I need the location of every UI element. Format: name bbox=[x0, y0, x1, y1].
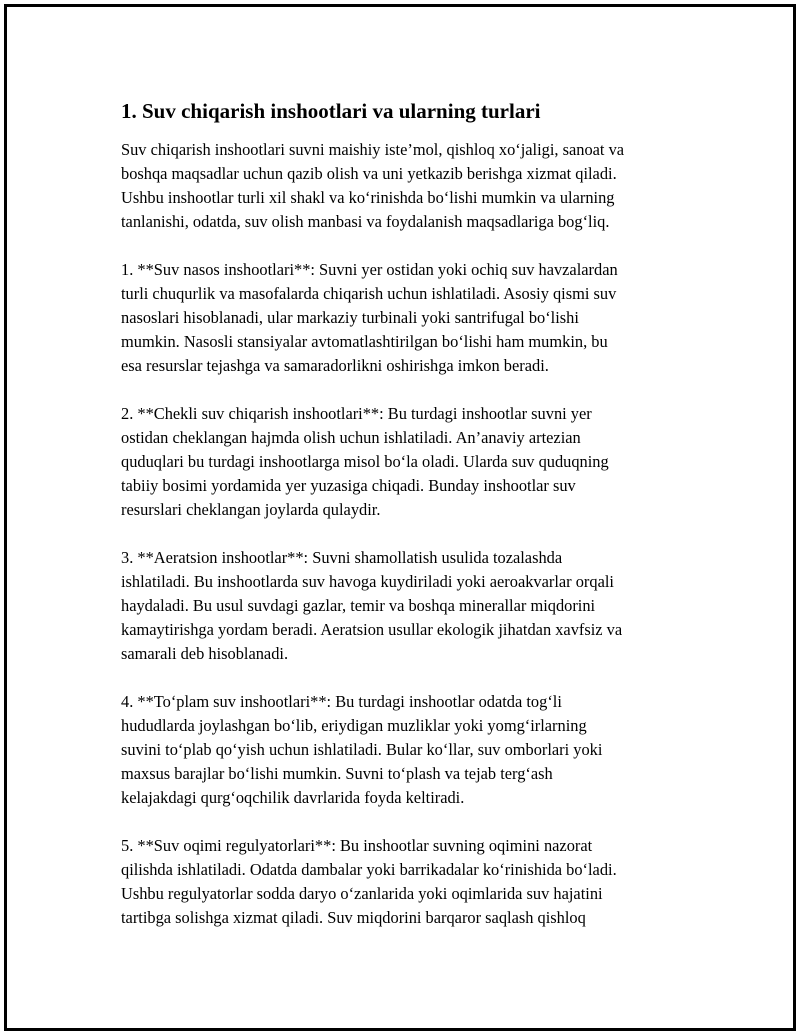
text-line: tartibga solishga xizmat qiladi. Suv miqdorini barqaror saqlash qishloq bbox=[121, 908, 586, 927]
text-line: resurslari cheklangan joylarda qulaydir. bbox=[121, 500, 381, 519]
text-line: hududlarda joylashgan bo‘lib, eriydigan muzliklar yoki yomg‘irlarning bbox=[121, 716, 587, 735]
text-line: turli chuqurlik va masofalarda chiqarish uchun ishlatiladi. Asosiy qismi suv bbox=[121, 284, 617, 303]
text-line: boshqa maqsadlar uchun qazib olish va uni yetkazib berishga xizmat qiladi. bbox=[121, 164, 617, 183]
text-line: suvini to‘plab qo‘yish uchun ishlatiladi. Bular ko‘llar, suv omborlari yoki bbox=[121, 740, 603, 759]
text-line: maxsus barajlar bo‘lishi mumkin. Suvni to‘plash va tejab terg‘ash bbox=[121, 764, 553, 783]
text-line: samarali deb hisoblanadi. bbox=[121, 644, 289, 663]
section-heading: 1. Suv chiqarish inshootlari va ularning turlari bbox=[121, 99, 541, 123]
text-line: kamaytirishga yordam beradi. Aeratsion usullar ekologik jihatdan xavfsiz va bbox=[121, 620, 623, 639]
text-line: qilishda ishlatiladi. Odatda dambalar yoki barrikadalar ko‘rinishida bo‘ladi. bbox=[121, 860, 617, 879]
aeration-paragraph bbox=[121, 546, 701, 666]
text-line: quduqlari bu turdagi inshootlarga misol bo‘la oladi. Ularda suv quduqning bbox=[121, 452, 609, 471]
document-page bbox=[4, 4, 796, 1031]
limited-extraction-paragraph bbox=[121, 402, 701, 522]
text-line: 2. **Chekli suv chiqarish inshootlari**: Bu turdagi inshootlar suvni yer bbox=[121, 404, 592, 423]
intro-paragraph bbox=[121, 138, 701, 234]
text-line: tabiiy bosimi yordamida yer yuzasiga chiqadi. Bunday inshootlar suv bbox=[121, 476, 576, 495]
text-line: haydaladi. Bu usul suvdagi gazlar, temir va boshqa minerallar miqdorini bbox=[121, 596, 596, 615]
document-body bbox=[121, 96, 701, 954]
text-line: ishlatiladi. Bu inshootlarda suv havoga kuydiriladi yoki aeroakvarlar orqali bbox=[121, 572, 614, 591]
text-line: mumkin. Nasosli stansiyalar avtomatlashtirilgan bo‘lishi ham mumkin, bu bbox=[121, 332, 608, 351]
text-line: 4. **To‘plam suv inshootlari**: Bu turdagi inshootlar odatda tog‘li bbox=[121, 692, 562, 711]
text-line: Ushbu inshootlar turli xil shakl va ko‘rinishda bo‘lishi mumkin va ularning bbox=[121, 188, 615, 207]
text-line: Suv chiqarish inshootlari suvni maishiy iste’mol, qishloq xo‘jaligi, sanoat va bbox=[121, 140, 625, 159]
text-line: 3. **Aeratsion inshootlar**: Suvni shamollatish usulida tozalashda bbox=[121, 548, 563, 567]
text-line: nasoslari hisoblanadi, ular markaziy turbinali yoki santrifugal bo‘lishi bbox=[121, 308, 579, 327]
flow-regulators-paragraph bbox=[121, 834, 701, 930]
text-line: Ushbu regulyatorlar sodda daryo o‘zanlarida yoki oqimlarida suv hajatini bbox=[121, 884, 603, 903]
text-line: ostidan cheklangan hajmda olish uchun ishlatiladi. An’anaviy artezian bbox=[121, 428, 581, 447]
text-line: 5. **Suv oqimi regulyatorlari**: Bu inshootlar suvning oqimini nazorat bbox=[121, 836, 593, 855]
text-line: 1. **Suv nasos inshootlari**: Suvni yer ostidan yoki ochiq suv havzalardan bbox=[121, 260, 618, 279]
storage-paragraph bbox=[121, 690, 701, 810]
text-line: esa resurslar tejashga va samaradorlikni oshirishga imkon beradi. bbox=[121, 356, 549, 375]
pump-structures-paragraph bbox=[121, 258, 701, 378]
text-line: kelajakdagi qurg‘oqchilik davrlarida foyda keltiradi. bbox=[121, 788, 465, 807]
text-line: tanlanishi, odatda, suv olish manbasi va foydalanish maqsadlariga bog‘liq. bbox=[121, 212, 610, 231]
